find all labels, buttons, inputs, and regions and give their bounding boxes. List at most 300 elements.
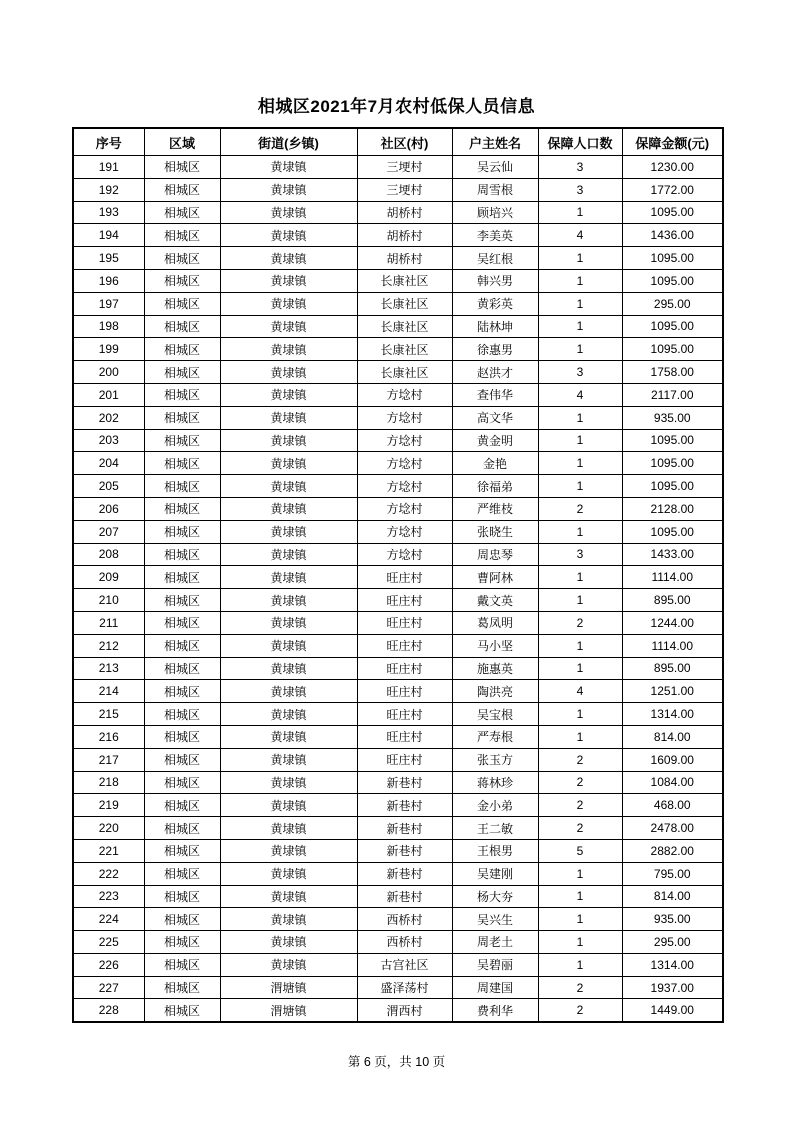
cell-population: 1 — [538, 589, 622, 612]
cell-amount: 1244.00 — [622, 611, 723, 634]
cell-village: 新巷村 — [357, 839, 452, 862]
cell-district: 相城区 — [144, 725, 220, 748]
cell-amount: 1095.00 — [622, 315, 723, 338]
cell-population: 2 — [538, 817, 622, 840]
cell-amount: 2117.00 — [622, 383, 723, 406]
cell-district: 相城区 — [144, 976, 220, 999]
table-row — [73, 794, 723, 817]
cell-householder: 吴云仙 — [452, 156, 538, 179]
cell-village: 方埝村 — [357, 406, 452, 429]
table-row — [73, 361, 723, 384]
cell-population: 1 — [538, 315, 622, 338]
cell-householder: 张晓生 — [452, 520, 538, 543]
cell-amount: 1095.00 — [622, 338, 723, 361]
cell-district: 相城区 — [144, 771, 220, 794]
cell-village: 长康社区 — [357, 315, 452, 338]
cell-district: 相城区 — [144, 999, 220, 1022]
cell-householder: 曹阿林 — [452, 566, 538, 589]
cell-index: 227 — [73, 976, 144, 999]
cell-district: 相城区 — [144, 178, 220, 201]
cell-district: 相城区 — [144, 383, 220, 406]
cell-township: 黄埭镇 — [220, 771, 357, 794]
cell-amount: 1114.00 — [622, 566, 723, 589]
cell-index: 204 — [73, 452, 144, 475]
cell-population: 1 — [538, 725, 622, 748]
cell-householder: 徐福弟 — [452, 475, 538, 498]
cell-population: 4 — [538, 224, 622, 247]
table-header — [73, 128, 723, 156]
cell-index: 197 — [73, 292, 144, 315]
cell-amount: 1433.00 — [622, 543, 723, 566]
cell-district: 相城区 — [144, 885, 220, 908]
cell-amount: 1095.00 — [622, 269, 723, 292]
cell-householder: 葛凤明 — [452, 611, 538, 634]
cell-index: 198 — [73, 315, 144, 338]
cell-district: 相城区 — [144, 931, 220, 954]
cell-village: 新巷村 — [357, 885, 452, 908]
cell-index: 191 — [73, 156, 144, 179]
cell-householder: 严寿根 — [452, 725, 538, 748]
cell-householder: 施惠英 — [452, 657, 538, 680]
cell-village: 新巷村 — [357, 862, 452, 885]
cell-village: 方埝村 — [357, 475, 452, 498]
table-row — [73, 771, 723, 794]
cell-index: 225 — [73, 931, 144, 954]
cell-amount: 1095.00 — [622, 452, 723, 475]
cell-amount: 814.00 — [622, 725, 723, 748]
cell-district: 相城区 — [144, 315, 220, 338]
cell-amount: 1758.00 — [622, 361, 723, 384]
cell-householder: 周建国 — [452, 976, 538, 999]
cell-amount: 1314.00 — [622, 703, 723, 726]
cell-village: 方埝村 — [357, 452, 452, 475]
cell-householder: 金艳 — [452, 452, 538, 475]
cell-village: 旺庄村 — [357, 566, 452, 589]
cell-amount: 295.00 — [622, 931, 723, 954]
cell-index: 222 — [73, 862, 144, 885]
cell-district: 相城区 — [144, 247, 220, 270]
table-row — [73, 908, 723, 931]
header-row — [73, 128, 723, 156]
cell-population: 3 — [538, 178, 622, 201]
cell-householder: 费利华 — [452, 999, 538, 1022]
table-row — [73, 839, 723, 862]
cell-amount: 1609.00 — [622, 748, 723, 771]
cell-township: 黄埭镇 — [220, 247, 357, 270]
table-row — [73, 292, 723, 315]
cell-index: 226 — [73, 953, 144, 976]
cell-index: 228 — [73, 999, 144, 1022]
cell-township: 黄埭镇 — [220, 269, 357, 292]
cell-index: 202 — [73, 406, 144, 429]
cell-population: 2 — [538, 771, 622, 794]
cell-district: 相城区 — [144, 794, 220, 817]
cell-district: 相城区 — [144, 589, 220, 612]
cell-householder: 周雪根 — [452, 178, 538, 201]
cell-village: 旺庄村 — [357, 589, 452, 612]
table-row — [73, 976, 723, 999]
table-row — [73, 429, 723, 452]
cell-amount: 895.00 — [622, 657, 723, 680]
cell-village: 方埝村 — [357, 383, 452, 406]
cell-village: 旺庄村 — [357, 703, 452, 726]
cell-population: 1 — [538, 885, 622, 908]
cell-index: 195 — [73, 247, 144, 270]
cell-index: 193 — [73, 201, 144, 224]
cell-district: 相城区 — [144, 452, 220, 475]
cell-index: 223 — [73, 885, 144, 908]
cell-index: 206 — [73, 497, 144, 520]
cell-index: 208 — [73, 543, 144, 566]
cell-index: 213 — [73, 657, 144, 680]
table-row — [73, 497, 723, 520]
table-body — [73, 156, 723, 1023]
page-title: 相城区2021年7月农村低保人员信息 — [257, 97, 536, 116]
cell-township: 黄埭镇 — [220, 634, 357, 657]
cell-township: 黄埭镇 — [220, 497, 357, 520]
table-row — [73, 566, 723, 589]
cell-district: 相城区 — [144, 338, 220, 361]
cell-population: 2 — [538, 748, 622, 771]
table-row — [73, 611, 723, 634]
table-row — [73, 224, 723, 247]
cell-population: 1 — [538, 475, 622, 498]
cell-householder: 陶洪亮 — [452, 680, 538, 703]
cell-district: 相城区 — [144, 703, 220, 726]
cell-population: 3 — [538, 156, 622, 179]
cell-district: 相城区 — [144, 520, 220, 543]
cell-population: 1 — [538, 338, 622, 361]
cell-population: 2 — [538, 794, 622, 817]
cell-village: 西桥村 — [357, 931, 452, 954]
cell-index: 220 — [73, 817, 144, 840]
cell-township: 黄埭镇 — [220, 862, 357, 885]
table-row — [73, 885, 723, 908]
cell-township: 黄埭镇 — [220, 566, 357, 589]
table-row — [73, 201, 723, 224]
cell-township: 黄埭镇 — [220, 338, 357, 361]
cell-village: 方埝村 — [357, 429, 452, 452]
cell-population: 1 — [538, 908, 622, 931]
column-header-householder: 户主姓名 — [452, 128, 538, 156]
cell-amount: 1772.00 — [622, 178, 723, 201]
cell-district: 相城区 — [144, 361, 220, 384]
cell-township: 黄埭镇 — [220, 953, 357, 976]
cell-village: 长康社区 — [357, 338, 452, 361]
cell-amount: 2128.00 — [622, 497, 723, 520]
cell-householder: 顾培兴 — [452, 201, 538, 224]
cell-householder: 查伟华 — [452, 383, 538, 406]
table-row — [73, 657, 723, 680]
cell-index: 209 — [73, 566, 144, 589]
cell-amount: 1095.00 — [622, 247, 723, 270]
cell-village: 盛泽荡村 — [357, 976, 452, 999]
cell-village: 胡桥村 — [357, 247, 452, 270]
cell-householder: 吴兴生 — [452, 908, 538, 931]
table-row — [73, 315, 723, 338]
table-row — [73, 178, 723, 201]
cell-district: 相城区 — [144, 201, 220, 224]
cell-district: 相城区 — [144, 543, 220, 566]
column-header-district: 区域 — [144, 128, 220, 156]
cell-householder: 王根男 — [452, 839, 538, 862]
cell-amount: 895.00 — [622, 589, 723, 612]
table-row — [73, 338, 723, 361]
cell-householder: 戴文英 — [452, 589, 538, 612]
cell-householder: 蒋林珍 — [452, 771, 538, 794]
cell-index: 200 — [73, 361, 144, 384]
cell-householder: 王二敏 — [452, 817, 538, 840]
cell-township: 黄埭镇 — [220, 475, 357, 498]
column-header-population: 保障人口数 — [538, 128, 622, 156]
table-row — [73, 817, 723, 840]
cell-population: 2 — [538, 999, 622, 1022]
cell-district: 相城区 — [144, 429, 220, 452]
cell-amount: 935.00 — [622, 406, 723, 429]
cell-township: 黄埭镇 — [220, 703, 357, 726]
cell-township: 黄埭镇 — [220, 543, 357, 566]
cell-population: 1 — [538, 292, 622, 315]
cell-village: 渭西村 — [357, 999, 452, 1022]
table-row — [73, 520, 723, 543]
cell-district: 相城区 — [144, 908, 220, 931]
cell-village: 三埂村 — [357, 178, 452, 201]
table-row — [73, 247, 723, 270]
cell-township: 黄埭镇 — [220, 429, 357, 452]
cell-householder: 李美英 — [452, 224, 538, 247]
cell-index: 217 — [73, 748, 144, 771]
cell-township: 黄埭镇 — [220, 885, 357, 908]
cell-amount: 1230.00 — [622, 156, 723, 179]
cell-amount: 1251.00 — [622, 680, 723, 703]
cell-township: 黄埭镇 — [220, 452, 357, 475]
cell-index: 207 — [73, 520, 144, 543]
cell-amount: 2478.00 — [622, 817, 723, 840]
cell-village: 旺庄村 — [357, 748, 452, 771]
cell-village: 古宫社区 — [357, 953, 452, 976]
page-footer: 第 6 页，共 10 页 — [347, 1055, 446, 1069]
cell-township: 渭塘镇 — [220, 999, 357, 1022]
table-row — [73, 383, 723, 406]
cell-township: 黄埭镇 — [220, 156, 357, 179]
cell-township: 黄埭镇 — [220, 315, 357, 338]
cell-township: 黄埭镇 — [220, 361, 357, 384]
cell-population: 2 — [538, 611, 622, 634]
cell-village: 旺庄村 — [357, 657, 452, 680]
cell-population: 1 — [538, 634, 622, 657]
cell-population: 1 — [538, 862, 622, 885]
cell-householder: 吴红根 — [452, 247, 538, 270]
cell-householder: 张玉方 — [452, 748, 538, 771]
cell-householder: 马小坚 — [452, 634, 538, 657]
cell-district: 相城区 — [144, 680, 220, 703]
column-header-amount: 保障金额(元) — [622, 128, 723, 156]
cell-village: 三埂村 — [357, 156, 452, 179]
cell-population: 1 — [538, 703, 622, 726]
cell-index: 199 — [73, 338, 144, 361]
cell-village: 新巷村 — [357, 817, 452, 840]
cell-amount: 1114.00 — [622, 634, 723, 657]
cell-township: 黄埭镇 — [220, 931, 357, 954]
table-row — [73, 269, 723, 292]
cell-population: 1 — [538, 201, 622, 224]
cell-amount: 1314.00 — [622, 953, 723, 976]
cell-population: 1 — [538, 406, 622, 429]
lowbao-table — [72, 127, 724, 1023]
table-row — [73, 953, 723, 976]
cell-amount: 1095.00 — [622, 429, 723, 452]
cell-householder: 金小弟 — [452, 794, 538, 817]
cell-householder: 严维枝 — [452, 497, 538, 520]
cell-village: 胡桥村 — [357, 201, 452, 224]
cell-population: 4 — [538, 383, 622, 406]
cell-population: 1 — [538, 657, 622, 680]
cell-population: 1 — [538, 429, 622, 452]
cell-township: 黄埭镇 — [220, 794, 357, 817]
cell-township: 黄埭镇 — [220, 520, 357, 543]
cell-index: 196 — [73, 269, 144, 292]
cell-householder: 吴宝根 — [452, 703, 538, 726]
table-row — [73, 156, 723, 179]
table-row — [73, 452, 723, 475]
cell-village: 胡桥村 — [357, 224, 452, 247]
cell-amount: 1937.00 — [622, 976, 723, 999]
cell-township: 黄埭镇 — [220, 406, 357, 429]
cell-householder: 杨大夯 — [452, 885, 538, 908]
cell-district: 相城区 — [144, 497, 220, 520]
cell-district: 相城区 — [144, 224, 220, 247]
cell-village: 旺庄村 — [357, 611, 452, 634]
cell-householder: 黄彩英 — [452, 292, 538, 315]
cell-village: 长康社区 — [357, 361, 452, 384]
cell-township: 黄埭镇 — [220, 383, 357, 406]
table-row — [73, 999, 723, 1022]
cell-district: 相城区 — [144, 292, 220, 315]
cell-amount: 935.00 — [622, 908, 723, 931]
cell-township: 黄埭镇 — [220, 201, 357, 224]
table-row — [73, 634, 723, 657]
cell-population: 4 — [538, 680, 622, 703]
column-header-township: 街道(乡镇) — [220, 128, 357, 156]
cell-village: 新巷村 — [357, 771, 452, 794]
cell-township: 黄埭镇 — [220, 178, 357, 201]
cell-district: 相城区 — [144, 634, 220, 657]
cell-population: 1 — [538, 269, 622, 292]
cell-householder: 陆林坤 — [452, 315, 538, 338]
table-row — [73, 543, 723, 566]
cell-amount: 1095.00 — [622, 201, 723, 224]
cell-township: 黄埭镇 — [220, 657, 357, 680]
cell-index: 214 — [73, 680, 144, 703]
cell-householder: 周老土 — [452, 931, 538, 954]
cell-district: 相城区 — [144, 156, 220, 179]
table-row — [73, 680, 723, 703]
cell-index: 212 — [73, 634, 144, 657]
cell-index: 192 — [73, 178, 144, 201]
cell-population: 1 — [538, 520, 622, 543]
cell-index: 203 — [73, 429, 144, 452]
cell-population: 5 — [538, 839, 622, 862]
cell-district: 相城区 — [144, 953, 220, 976]
cell-township: 黄埭镇 — [220, 908, 357, 931]
table-row — [73, 931, 723, 954]
cell-population: 1 — [538, 247, 622, 270]
cell-village: 方埝村 — [357, 543, 452, 566]
cell-population: 3 — [538, 361, 622, 384]
cell-township: 黄埭镇 — [220, 839, 357, 862]
cell-village: 方埝村 — [357, 520, 452, 543]
cell-amount: 295.00 — [622, 292, 723, 315]
column-header-index: 序号 — [73, 128, 144, 156]
cell-index: 194 — [73, 224, 144, 247]
table-row — [73, 589, 723, 612]
cell-householder: 吴碧丽 — [452, 953, 538, 976]
cell-village: 旺庄村 — [357, 634, 452, 657]
cell-district: 相城区 — [144, 657, 220, 680]
cell-index: 210 — [73, 589, 144, 612]
cell-amount: 468.00 — [622, 794, 723, 817]
cell-district: 相城区 — [144, 611, 220, 634]
cell-township: 黄埭镇 — [220, 589, 357, 612]
cell-index: 216 — [73, 725, 144, 748]
cell-index: 224 — [73, 908, 144, 931]
cell-index: 219 — [73, 794, 144, 817]
cell-householder: 徐惠男 — [452, 338, 538, 361]
cell-amount: 1095.00 — [622, 520, 723, 543]
cell-population: 1 — [538, 566, 622, 589]
cell-population: 2 — [538, 976, 622, 999]
cell-township: 黄埭镇 — [220, 611, 357, 634]
cell-amount: 814.00 — [622, 885, 723, 908]
cell-district: 相城区 — [144, 839, 220, 862]
table-row — [73, 475, 723, 498]
cell-village: 新巷村 — [357, 794, 452, 817]
cell-population: 1 — [538, 953, 622, 976]
cell-district: 相城区 — [144, 406, 220, 429]
cell-householder: 周忠琴 — [452, 543, 538, 566]
cell-district: 相城区 — [144, 475, 220, 498]
table-row — [73, 406, 723, 429]
cell-householder: 吴建刚 — [452, 862, 538, 885]
cell-index: 201 — [73, 383, 144, 406]
cell-township: 黄埭镇 — [220, 224, 357, 247]
cell-amount: 1095.00 — [622, 475, 723, 498]
cell-village: 旺庄村 — [357, 725, 452, 748]
cell-amount: 2882.00 — [622, 839, 723, 862]
column-header-village: 社区(村) — [357, 128, 452, 156]
table-row — [73, 748, 723, 771]
cell-amount: 1449.00 — [622, 999, 723, 1022]
cell-population: 1 — [538, 452, 622, 475]
cell-amount: 795.00 — [622, 862, 723, 885]
table-row — [73, 862, 723, 885]
cell-township: 黄埭镇 — [220, 748, 357, 771]
cell-township: 黄埭镇 — [220, 725, 357, 748]
table-row — [73, 703, 723, 726]
cell-index: 205 — [73, 475, 144, 498]
cell-district: 相城区 — [144, 748, 220, 771]
cell-index: 211 — [73, 611, 144, 634]
cell-householder: 高文华 — [452, 406, 538, 429]
cell-township: 黄埭镇 — [220, 817, 357, 840]
table-row — [73, 725, 723, 748]
cell-township: 黄埭镇 — [220, 292, 357, 315]
cell-population: 3 — [538, 543, 622, 566]
cell-district: 相城区 — [144, 566, 220, 589]
cell-village: 长康社区 — [357, 269, 452, 292]
cell-village: 西桥村 — [357, 908, 452, 931]
cell-village: 方埝村 — [357, 497, 452, 520]
